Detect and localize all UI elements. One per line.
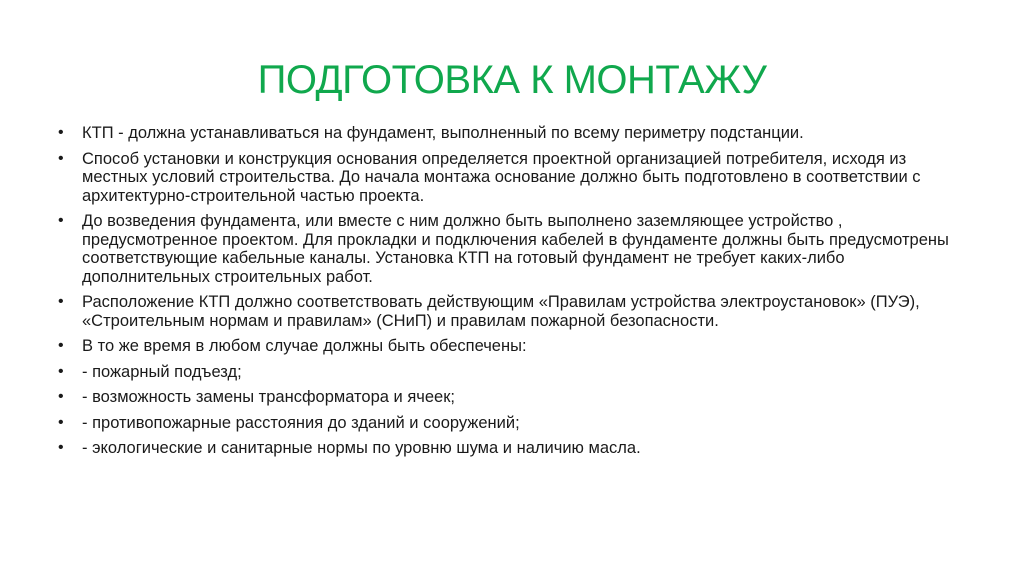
bullet-item	[56, 293, 956, 330]
bullet-dot-icon: •	[58, 124, 64, 141]
bullet-text: - экологические и санитарные нормы по уровню шума и наличию масла.	[82, 439, 641, 457]
bullet-item	[56, 337, 956, 356]
bullet-item	[56, 414, 956, 433]
bullet-dot-icon: •	[58, 337, 64, 354]
bullet-list	[56, 124, 956, 465]
bullet-dot-icon: •	[58, 293, 64, 310]
bullet-dot-icon: •	[58, 212, 64, 229]
bullet-dot-icon: •	[58, 388, 64, 405]
bullet-item	[56, 388, 956, 407]
bullet-item	[56, 212, 956, 286]
bullet-text: Расположение КТП должно соответствовать действующим «Правилам устройства электроустановок» (ПУЭ), «Строительным нормам и правилам» (СНиП) и правилам пожарной безопасности.	[82, 293, 920, 330]
bullet-text: - возможность замены трансформатора и ячеек;	[82, 388, 456, 406]
bullet-text: КТП - должна устанавливаться на фундамент, выполненный по всему периметру подстанции.	[82, 124, 804, 142]
bullet-dot-icon: •	[58, 413, 64, 431]
slide-title: ПОДГОТОВКА К МОНТАЖУ	[257, 58, 767, 102]
bullet-dot-icon: •	[58, 149, 64, 167]
bullet-item	[56, 150, 956, 206]
bullet-dot-icon: •	[58, 362, 64, 380]
bullet-item	[56, 124, 956, 143]
bullet-text: Способ установки и конструкция основания определяется проектной организацией потребителя, исходя из местных условий строительства. До начала монтажа основание должно быть подготовлено в соответствии с архитектурно-строительной частью проекта.	[82, 149, 921, 205]
bullet-text: - пожарный подъезд;	[82, 362, 242, 381]
bullet-text: До возведения фундамента, или вместе с ним должно быть выполнено заземляющее устройство , предусмотренное проектом. Для прокладки и подключения кабелей в фундаменте должны быть предусмотрены соответствующие кабельные каналы. Установка КТП на готовый фундамент не требует каких-либо дополнительных строительных работ.	[82, 212, 949, 286]
bullet-text: В то же время в любом случае должны быть обеспечены:	[82, 337, 527, 355]
bullet-dot-icon: •	[58, 439, 64, 456]
bullet-item	[56, 363, 956, 382]
bullet-text: - противопожарные расстояния до зданий и сооружений;	[82, 413, 520, 432]
bullet-item	[56, 439, 956, 458]
